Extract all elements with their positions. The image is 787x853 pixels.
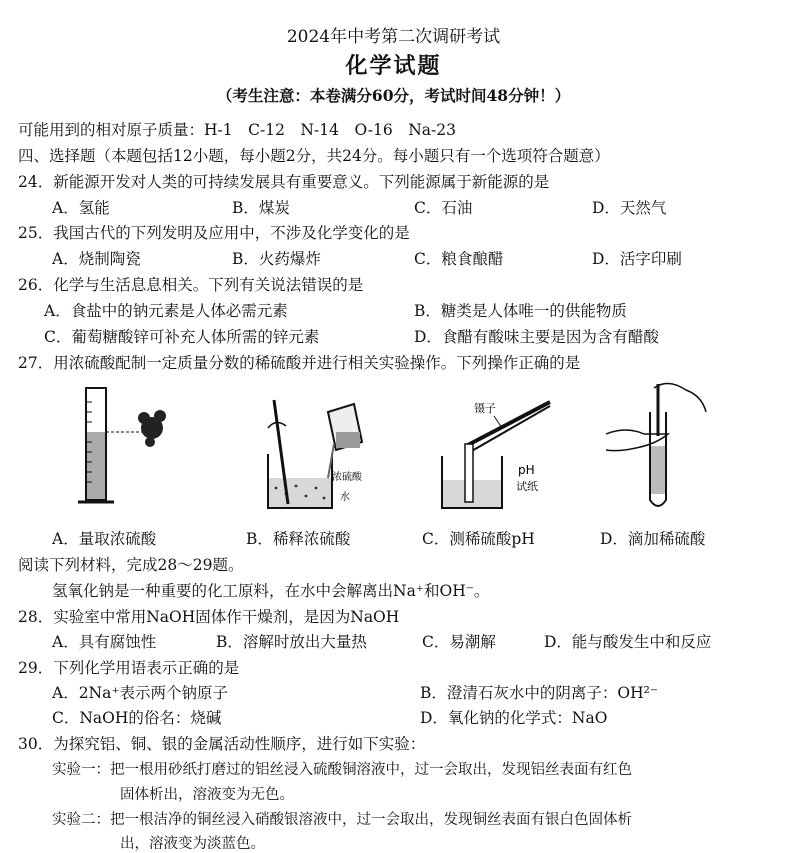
q26-option-d: D．食醋有酸味主要是因为含有醋酸 [414, 328, 659, 346]
reading-material: 氢氧化钠是一种重要的化工原料，在水中会解离出Na⁺和OH⁻。 [52, 582, 490, 600]
q27-stem: 27．用浓硫酸配制一定质量分数的稀硫酸并进行相关实验操作。下列操作正确的是 [18, 354, 581, 372]
q25-option-a: A．烧制陶瓷 [52, 250, 141, 268]
label-ph: pH [518, 463, 535, 477]
label-water: 水 [340, 492, 350, 503]
q24-option-c: C．石油 [414, 199, 473, 217]
q24-stem: 24．新能源开发对人类的可持续发展具有重要意义。下列能源属于新能源的是 [18, 173, 550, 191]
q28-option-d: D．能与酸发生中和反应 [544, 633, 712, 651]
q24-option-a: A．氢能 [52, 199, 110, 217]
q30-stem: 30．为探究铝、铜、银的金属活动性顺序，进行如下实验： [18, 735, 426, 753]
q28-option-a: A．具有腐蚀性 [52, 633, 157, 651]
q25-option-c: C．粮食酿醋 [414, 250, 504, 268]
figure-b-beaker [262, 382, 382, 517]
q29-option-b: B．澄清石灰水中的阴离子：OH²⁻ [420, 684, 659, 702]
q28-stem: 28．实验室中常用NaOH固体作干燥剂，是因为NaOH [18, 608, 400, 626]
q26-option-c: C．葡萄糖酸锌可补充人体所需的锌元素 [44, 328, 320, 346]
q27-option-c: C．测稀硫酸pH [422, 530, 535, 548]
q25-stem: 25．我国古代的下列发明及应用中，不涉及化学变化的是 [18, 224, 410, 242]
q25-option-d: D．活字印刷 [592, 250, 682, 268]
q30-experiment-2-line-2: 出，溶液变为淡蓝色。 [120, 836, 265, 852]
section-heading: 四、选择题（本题包括12小题，每小题2分，共24分。每小题只有一个选项符合题意） [18, 147, 610, 165]
label-paper: 试纸 [516, 480, 538, 493]
q30-experiment-2-line-1: 实验二：把一根洁净的铜丝浸入硝酸银溶液中，过一会取出，发现铜丝表面有银白色固体析 [52, 812, 632, 828]
q29-option-d: D．氧化钠的化学式：NaO [420, 709, 608, 727]
label-concentrated-acid: 浓硫酸 [332, 472, 362, 483]
q28-option-c: C．易潮解 [422, 633, 496, 651]
reading-intro: 阅读下列材料，完成28～29题。 [18, 556, 244, 574]
figure-c-ph-test [432, 382, 562, 517]
q29-option-a: A．2Na⁺表示两个钠原子 [52, 684, 229, 702]
q25-option-b: B．火药爆炸 [232, 250, 321, 268]
q29-stem: 29．下列化学用语表示正确的是 [18, 659, 240, 677]
q24-option-d: D．天然气 [592, 199, 667, 217]
q30-experiment-1-line-1: 实验一：把一根用砂纸打磨过的铝丝浸入硫酸铜溶液中，过一会取出，发现铝丝表面有红色 [52, 762, 632, 778]
q27-option-b: B．稀释浓硫酸 [246, 530, 351, 548]
q26-stem: 26．化学与生活息息相关。下列有关说法错误的是 [18, 276, 364, 294]
q27-option-a: A．量取浓硫酸 [52, 530, 157, 548]
q26-option-b: B．糖类是人体唯一的供能物质 [414, 302, 627, 320]
q29-option-c: C．NaOH的俗名：烧碱 [52, 709, 222, 727]
q24-option-b: B．煤炭 [232, 199, 290, 217]
subject-title: 化学试题 [345, 53, 442, 79]
q27-option-d: D．滴加稀硫酸 [600, 530, 706, 548]
atomic-masses: 可能用到的相对原子质量：H-1 C-12 N-14 O-16 Na-23 [18, 121, 456, 139]
q30-experiment-1-line-2: 固体析出，溶液变为无色。 [120, 787, 294, 803]
q26-option-a: A．食盐中的钠元素是人体必需元素 [44, 302, 288, 320]
q28-option-b: B．溶解时放出大量热 [216, 633, 367, 651]
figure-d-test-tube [606, 382, 716, 517]
label-tweezers: 镊子 [474, 402, 496, 415]
exam-notice: （考生注意：本卷满分60分，考试时间48分钟！） [216, 86, 571, 105]
exam-title: 2024年中考第二次调研考试 [286, 27, 501, 47]
figure-a-graduated-cylinder [70, 382, 190, 517]
